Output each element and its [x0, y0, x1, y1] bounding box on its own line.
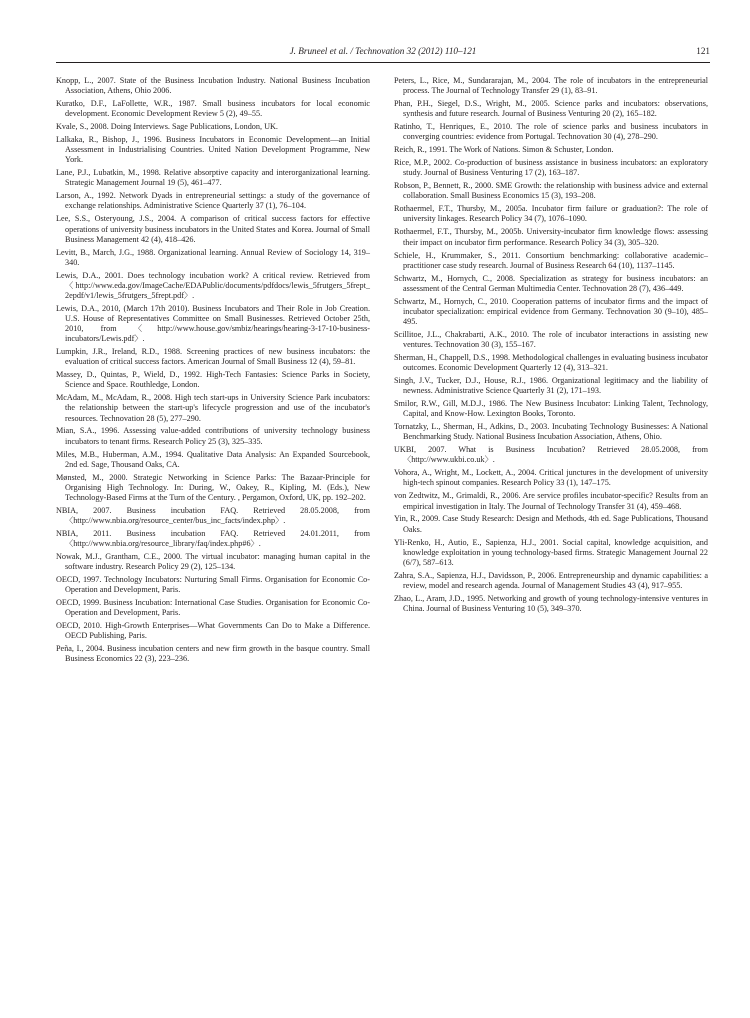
reference-entry: UKBI, 2007. What is Business Incubation? Retrieved 28.05.2008, from 〈http://www.ukbi.co.uk〉.: [394, 445, 708, 465]
references-column-left: [56, 76, 370, 667]
reference-entry: Mønsted, M., 2000. Strategic Networking in Science Parks: The Bazaar-Principle for Organising High Technology. In: During, W., Oakey, R., Kipling, M. (Eds.), New Technology-Based Firms at the Turn of the Century. , Pergamon, Oxford, UK, pp. 192–202.: [56, 472, 370, 502]
reference-entry: Sherman, H., Chappell, D.S., 1998. Methodological challenges in evaluating business incubator outcomes. Economic Development Quarterly 12 (4), 313–321.: [394, 352, 708, 373]
reference-entry: McAdam, M., McAdam, R., 2008. High tech start-ups in University Science Park incubators: the relationship between the start-up's lifecycle progression and use of the incubator's resources. Technovation 28 (5), 277–290.: [56, 393, 370, 423]
reference-entry: Rice, M.P., 2002. Co-production of business assistance in business incubators: an exploratory study. Journal of Business Venturing 17 (2), 163–187.: [394, 158, 708, 178]
reference-entry: OECD, 2010. High-Growth Enterprises—What Governments Can Do to Make a Difference. OECD Publishing, Paris.: [56, 621, 370, 641]
reference-entry: Rothaermel, F.T., Thursby, M., 2005a. Incubator firm failure or graduation?: The role of university linkages. Research Policy 34 (7), 1076–1090.: [394, 204, 708, 224]
references-column-right: [394, 76, 708, 617]
reference-entry: Levitt, B., March, J.G., 1988. Organizational learning. Annual Review of Sociology 14, 319–340.: [56, 247, 370, 267]
reference-entry: Lalkaka, R., Bishop, J., 1996. Business Incubators in Economic Development—an Initial Assessment in Industrialising Countries. United Nation Development Programme, New York.: [56, 135, 370, 165]
reference-entry: Phan, P.H., Siegel, D.S., Wright, M., 2005. Science parks and incubators: observations, synthesis and future research. Journal of Business Venturing 20 (2), 165–182.: [394, 99, 708, 119]
reference-entry: Robson, P., Bennett, R., 2000. SME Growth: the relationship with business advice and external collaboration. Small Business Economics 15 (3), 193–208.: [394, 181, 708, 201]
reference-entry: Peña, I., 2004. Business incubation centers and new firm growth in the basque country. Small Business Economics 22 (3), 223–236.: [56, 644, 370, 664]
page-number: 121: [696, 46, 710, 56]
reference-entry: Schwartz, M., Hornych, C., 2008. Specialization as strategy for business incubators: an assessment of the Central German Multimedia Center. Technovation 28 (7), 436–449.: [394, 273, 708, 293]
reference-entry: Schiele, H., Krummaker, S., 2011. Consortium benchmarking: collaborative academic–practitioner case study research. Journal of Business Research 64 (10), 1137–1145.: [394, 250, 708, 270]
reference-entry: NBIA, 2011. Business incubation FAQ. Retrieved 24.01.2011, from 〈http://www.nbia.org/resource_library/faq/index.php#6〉.: [56, 528, 370, 548]
reference-entry: Rothaermel, F.T., Thursby, M., 2005b. University-incubator firm knowledge flows: assessing their impact on incubator firm performance. Research Policy 34 (3), 305–320.: [394, 227, 708, 247]
reference-entry: Lee, S.S., Osteryoung, J.S., 2004. A comparison of critical success factors for effective operations of university business incubators in the United States and Korea. Journal of Small Business Management 42 (4), 418–426.: [56, 214, 370, 244]
reference-entry: Yli-Renko, H., Autio, E., Sapienza, H.J., 2001. Social capital, knowledge acquisition, and knowledge exploitation in young technology-based firms. Strategic Management Journal 22 (6/7), 587–613.: [394, 537, 708, 567]
reference-entry: Kuratko, D.F., LaFollette, W.R., 1987. Small business incubators for local economic development. Economic Development Review 5 (2), 49–55.: [56, 99, 370, 119]
reference-entry: Ratinho, T., Henriques, E., 2010. The role of science parks and business incubators in converging countries: evidence from Portugal. Technovation 30 (4), 278–290.: [394, 122, 708, 142]
reference-entry: Mian, S.A., 1996. Assessing value-added contributions of university technology business incubators to tenant firms. Research Policy 25 (3), 325–335.: [56, 426, 370, 446]
header-rule: [56, 62, 710, 63]
reference-entry: Reich, R., 1991. The Work of Nations. Simon & Schuster, London.: [394, 145, 614, 155]
reference-entry: NBIA, 2007. Business incubation FAQ. Retrieved 28.05.2008, from 〈http://www.nbia.org/resource_center/bus_inc_facts/index.php〉.: [56, 505, 370, 525]
reference-entry: Scillitoe, J.L., Chakrabarti, A.K., 2010. The role of incubator interactions in assisting new ventures. Technovation 30 (3), 155–167.: [394, 329, 708, 349]
reference-entry: Zhao, L., Aram, J.D., 1995. Networking and growth of young technology-intensive ventures in China. Journal of Business Venturing 10 (5), 349–370.: [394, 593, 708, 613]
reference-entry: von Zedtwitz, M., Grimaldi, R., 2006. Are service profiles incubator-specific? Results from an empirical investigation in Italy. The Journal of Technology Transfer 31 (4), 459–468.: [394, 491, 708, 511]
reference-entry: Kvale, S., 2008. Doing Interviews. Sage Publications, London, UK.: [56, 122, 278, 132]
reference-entry: Knopp, L., 2007. State of the Business Incubation Industry. National Business Incubation Association, Athens, Ohio 2006.: [56, 76, 370, 96]
journal-citation: J. Bruneel et al. / Technovation 32 (2012) 110–121: [289, 46, 477, 56]
reference-entry: Larson, A., 1992. Network Dyads in entrepreneurial settings: a study of the governance of exchange relationships. Administrative Science Quarterly 37 (1), 76–104.: [56, 191, 370, 211]
reference-entry: Singh, J.V., Tucker, D.J., House, R.J., 1986. Organizational legitimacy and the liability of newness. Administrative Science Quarterly 31 (2), 171–193.: [394, 376, 708, 396]
reference-entry: Smilor, R.W., Gill, M.D.J., 1986. The New Business Incubator: Linking Talent, Technology, Capital, and Know-How. Lexington Books, Toronto.: [394, 399, 708, 419]
reference-entry: OECD, 1997. Technology Incubators: Nurturing Small Firms. Organisation for Economic Co-Operation and Development, Paris.: [56, 575, 370, 595]
reference-entry: Miles, M.B., Huberman, A.M., 1994. Qualitative Data Analysis: An Expanded Sourcebook, 2nd ed. Sage, Thousand Oaks, CA.: [56, 449, 370, 469]
reference-entry: Zahra, S.A., Sapienza, H.J., Davidsson, P., 2006. Entrepreneurship and dynamic capabilities: a review, model and research agenda. Journal of Management Studies 43 (4), 917–955.: [394, 570, 708, 590]
reference-entry: Vohora, A., Wright, M., Lockett, A., 2004. Critical junctures in the development of university high-tech spinout companies. Research Policy 33 (1), 147–175.: [394, 468, 708, 488]
reference-entry: Nowak, M.J., Grantham, C.E., 2000. The virtual incubator: managing human capital in the software industry. Research Policy 29 (2), 125–134.: [56, 551, 370, 572]
reference-entry: Lumpkin, J.R., Ireland, R.D., 1988. Screening practices of new business incubators: the evaluation of critical success factors. American Journal of Small Business 12 (4), 59–81.: [56, 347, 370, 367]
reference-entry: Lewis, D.A., 2001. Does technology incubation work? A critical review. Retrieved from 〈http://www.eda.gov/ImageCache/EDAPublic/documents/pdfdocs/lewis_5frutgers_5frept_2epdf/v1/lewis_5frutgers_5frept.pdf〉.: [56, 270, 370, 300]
reference-entry: Yin, R., 2009. Case Study Research: Design and Methods, 4th ed. Sage Publications, Thousand Oaks.: [394, 514, 708, 534]
running-header: [56, 46, 710, 60]
reference-entry: Peters, L., Rice, M., Sundararajan, M., 2004. The role of incubators in the entrepreneurial process. The Journal of Technology Transfer 29 (1), 83–91.: [394, 76, 708, 96]
reference-entry: Schwartz, M., Hornych, C., 2010. Cooperation patterns of incubator firms and the impact of incubator specialization: empirical evidence from Germany. Technovation 30 (9–10), 485–495.: [394, 296, 708, 326]
reference-entry: Massey, D., Quintas, P., Wield, D., 1992. High-Tech Fantasies: Science Parks in Society, Science and Space. Routhledge, London.: [56, 370, 370, 390]
reference-entry: Tornatzky, L., Sherman, H., Adkins, D., 2003. Incubating Technology Businesses: A National Benchmarking Study. National Business Incubation Association, Athens, Ohio.: [394, 422, 708, 442]
reference-entry: Lewis, D.A., 2010, (March 17th 2010). Business Incubators and Their Role in Job Creation. U.S. House of Representatives Committee on Small Businesses. Retrieved October 25th, 2010, from 〈http://www.house.gov/smbiz/hearings/hearing-3-17-10-business-incubators/Lewis.pdf〉.: [56, 303, 370, 344]
reference-entry: Lane, P.J., Lubatkin, M., 1998. Relative absorptive capacity and interorganizational learning. Strategic Management Journal 19 (5), 461–477.: [56, 168, 370, 188]
reference-entry: OECD, 1999. Business Incubation: International Case Studies. Organisation for Economic Co-Operation and Development, Paris.: [56, 598, 370, 618]
